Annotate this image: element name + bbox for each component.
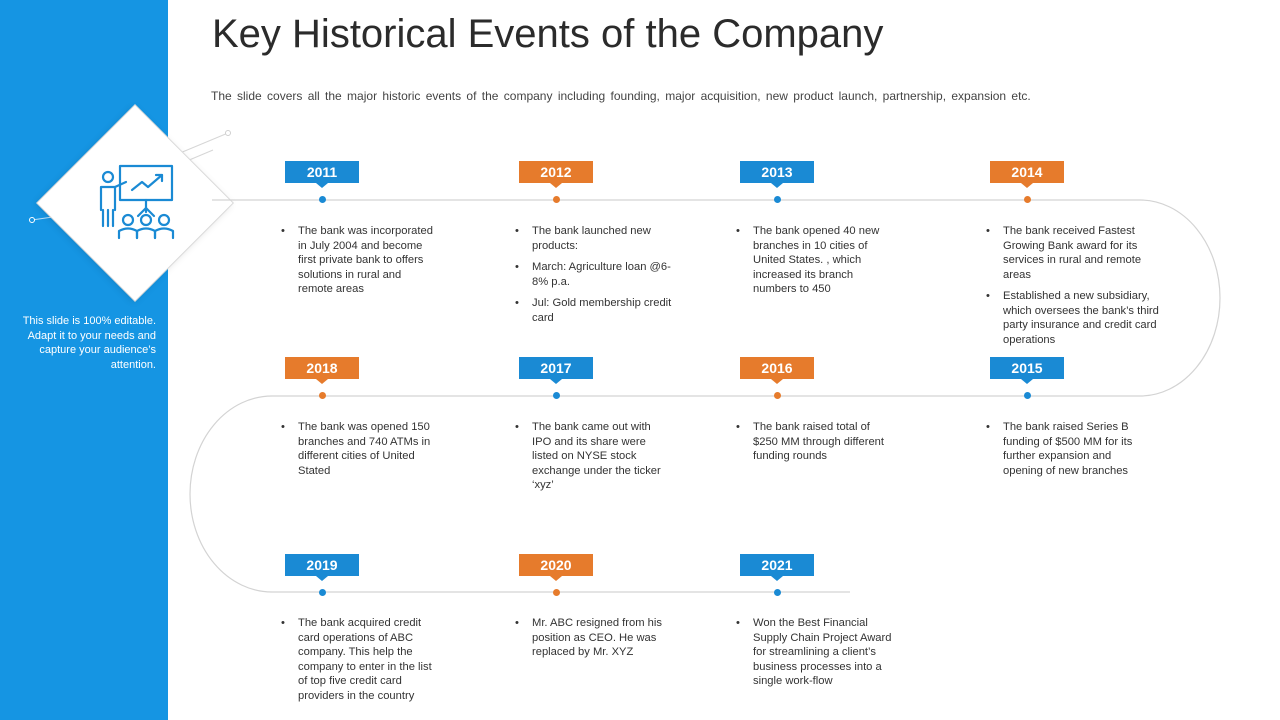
sidebar-note: This slide is 100% editable. Adapt it to your needs and capture your audience’s attention. (22, 315, 156, 371)
event-item: • Established a new subsidiary, which oversees the bank’s third party insurance and credit card operations (984, 289, 1172, 347)
timeline-dot-2019 (319, 589, 326, 596)
event-item: • The bank came out with IPO and its share were listed on NYSE stock exchange under the ticker ‘xyz’ (513, 420, 673, 493)
event-list-2020 (513, 616, 673, 667)
event-list-2019 (279, 616, 439, 710)
year-label-2014: 2014 (990, 161, 1064, 183)
event-list-2021 (734, 616, 894, 696)
event-item: • The bank opened 40 new branches in 10 cities of United States. , which increased its branch numbers to 450 (734, 224, 894, 297)
event-item: • The bank raised total of $250 MM through different funding rounds (734, 420, 894, 464)
event-list-2012 (513, 224, 673, 332)
timeline-dot-2021 (774, 589, 781, 596)
timeline-dot-2016 (774, 392, 781, 399)
event-item: • Won the Best Financial Supply Chain Project Award for streamlining a client’s business processes into a single work-flow (734, 616, 894, 689)
event-list-2017 (513, 420, 673, 500)
year-label-2020: 2020 (519, 554, 593, 576)
timeline-dot-2017 (553, 392, 560, 399)
event-list-2014 (984, 224, 1172, 354)
page-title: Key Historical Events of the Company (212, 12, 884, 56)
year-label-2017: 2017 (519, 357, 593, 379)
timeline-dot-2014 (1024, 196, 1031, 203)
event-item: • Jul: Gold membership credit card (513, 296, 673, 325)
event-item: • The bank received Fastest Growing Bank award for its services in rural and remote areas (984, 224, 1172, 282)
event-item: • The bank raised Series B funding of $500 MM for its further expansion and opening of new branches (984, 420, 1144, 478)
timeline-dot-2012 (553, 196, 560, 203)
event-list-2018 (279, 420, 439, 485)
year-label-2012: 2012 (519, 161, 593, 183)
timeline-dot-2011 (319, 196, 326, 203)
timeline-dot-2015 (1024, 392, 1031, 399)
year-label-2015: 2015 (990, 357, 1064, 379)
year-label-2021: 2021 (740, 554, 814, 576)
timeline-dot-2018 (319, 392, 326, 399)
event-list-2013 (734, 224, 894, 304)
event-item: • The bank was opened 150 branches and 740 ATMs in different cities of United Stated (279, 420, 439, 478)
year-label-2011: 2011 (285, 161, 359, 183)
year-label-2019: 2019 (285, 554, 359, 576)
event-list-2016 (734, 420, 894, 471)
timeline-dot-2020 (553, 589, 560, 596)
event-item: • The bank was incorporated in July 2004 and become first private bank to offers solutions in rural and remote areas (279, 224, 439, 297)
page-subtitle: The slide covers all the major historic events of the company including founding, major acquisition, new product launch, partnership, expansion etc. (211, 89, 1031, 103)
year-label-2016: 2016 (740, 357, 814, 379)
event-item: • March: Agriculture loan @6-8% p.a. (513, 260, 673, 289)
event-item: • The bank launched new products: (513, 224, 673, 253)
timeline-dot-2013 (774, 196, 781, 203)
year-label-2018: 2018 (285, 357, 359, 379)
event-list-2015 (984, 420, 1144, 485)
event-list-2011 (279, 224, 439, 304)
event-item: • Mr. ABC resigned from his position as CEO. He was replaced by Mr. XYZ (513, 616, 673, 660)
event-item: • The bank acquired credit card operations of ABC company. This help the company to enter in the list of top five credit card providers in the country (279, 616, 439, 703)
year-label-2013: 2013 (740, 161, 814, 183)
